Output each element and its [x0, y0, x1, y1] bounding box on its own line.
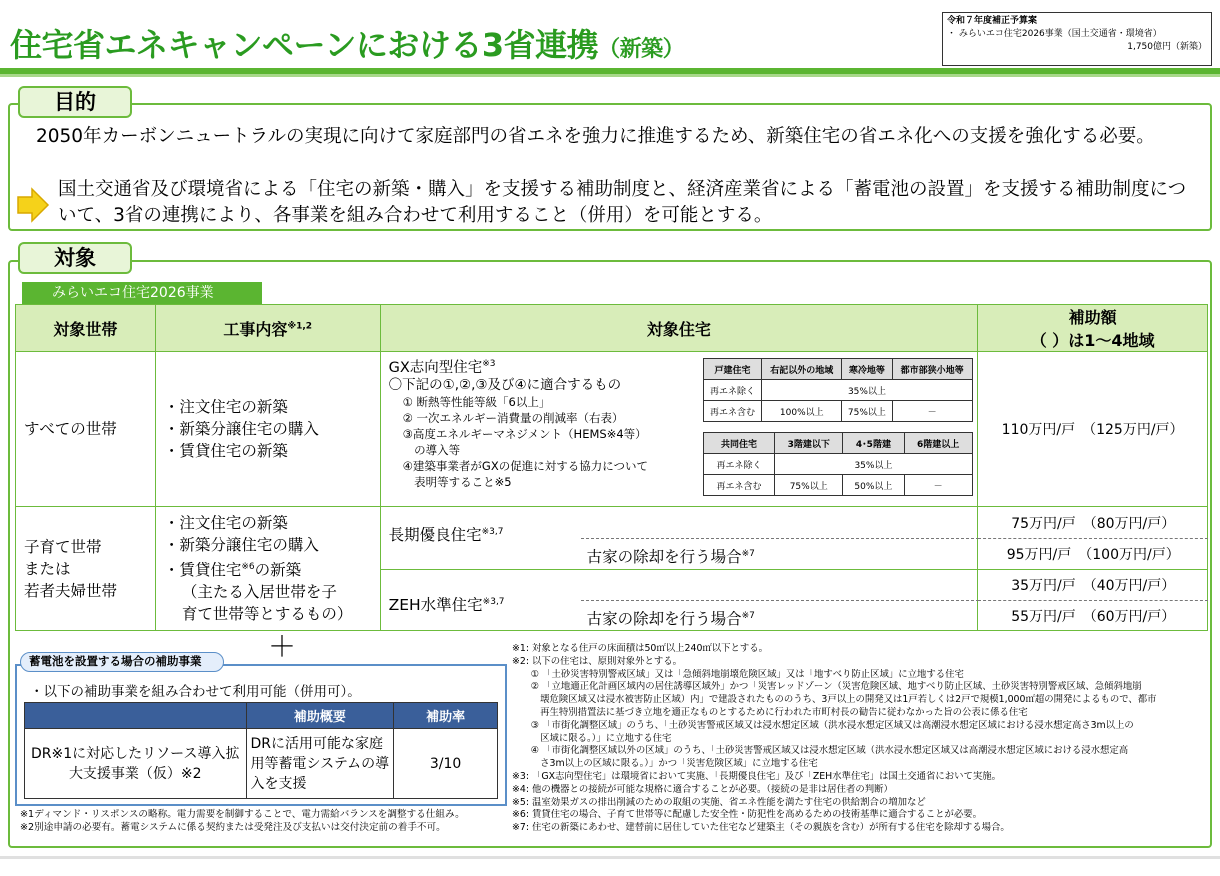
- zeh-housing: ZEH水準住宅$^{※3,7}$: [388, 596, 505, 615]
- purpose-line-1: 2050年カーボンニュートラルの実現に向けて家庭部門の省エネを強力に推進するため、新築住宅の省エネ化への支援を強化する必要。: [36, 126, 1155, 147]
- demolish-label-2: 古家の除却を行う場合$^{※7}$: [586, 610, 755, 629]
- amount-long: 75万円/戸 （80万円/戸）: [1011, 516, 1176, 532]
- gx-condition: 〇下記の①,②,③及び④に適合するもの: [388, 376, 622, 393]
- gx-title: GX志向型住宅$^{※3}$: [388, 359, 496, 376]
- divider-3: [581, 600, 979, 601]
- gx-housing-cell: [380, 352, 978, 507]
- gx-item-4b: 表明等すること※5: [402, 474, 512, 489]
- header-housing: 対象住宅: [380, 305, 978, 352]
- amount-zeh-demolish: 55万円/戸 （60万円/戸）: [1011, 609, 1176, 625]
- header-amount: 補助額 （ ）は1～4地域: [978, 305, 1208, 352]
- amount-long-demolish: 95万円/戸 （100万円/戸）: [1006, 547, 1180, 563]
- battery-rate: 3/10: [394, 729, 498, 799]
- program-label: みらいエコ住宅2026事業: [22, 282, 262, 304]
- target-tag: 対象: [18, 242, 132, 274]
- divider-2: [381, 569, 979, 570]
- long-term-housing: 長期優良住宅$^{※3,7}$: [388, 526, 504, 545]
- footnotes: ※1: 対象となる住戸の床面積は50㎡以上240㎡以下とする。 ※2: 以下の住宅は、原則対象外とする。 ① 「土砂災害特別警戒区域」又は「急傾斜地崩壊危険区域」又は「地すべり防止区域」に立地する住宅 ② 「立地適正化計画区域内の居住誘導区域外」かつ「災害レッドゾーン（災害危険区域、地すべり防止区域、土砂災害特別警戒区域、急傾斜地崩 壊危険区域又は浸水被害防止区域）内」で建設されたもののうち、3戸以上の開発又は1戸若しくは2戸で規模1,000㎡超の開発によるもので、都市 再生特別措置法に基づき立地を適正なものとするために行われた市町村長の勧告に従わなかった旨の公表に係る住宅 ③ 「市街化調整区域」のうち、「土砂災害警戒区域又は浸水想定区域（洪水浸水想定区域又は高潮浸水想定区域における浸水想定高さ3m以上の 区域に限る。）」に立地する住宅 ④ 「市街化調整区域以外の区域」のうち、「土砂災害警戒区域又は浸水想定区域（洪水浸水想定区域又は高潮浸水想定区域における浸水想定高 さ3m以上の区域に限る。）」かつ「災害危険区域」に立地する住宅 ※3: 「GX志向型住宅」は環境省において実施、「長期優良住宅」及び「ZEH水準住宅」は国土交通省において実施。 ※4: 他の機器との接続が可能な規格に適合することが必要。（接続の是非は居住者の判断） ※5: 温室効果ガスの排出削減のための取組の実施、省エネ性能を満たす住宅の供給割合の増加など ※6: 賃貸住宅の場合、子育て世帯等に配慮した安全性・防犯性を高めるための技術基準に適合することが必要。 ※7: 住宅の新築にあわせ、建替前に居住していた住宅など建築主（その親族を含む）が所有する住宅を除却する場合。: [512, 643, 1157, 834]
- budget-line-3: 1,750億円（新築）: [1127, 42, 1207, 52]
- header-divider-light: [0, 74, 1220, 77]
- gx-item-1: ① 断熱等性能等級「6以上」: [402, 394, 551, 409]
- battery-intro: ・以下の補助事業を組み合わせて利用可能（併用可）。: [30, 684, 361, 700]
- battery-notes: ※1ディマンド・リスポンスの略称。電力需要を制御することで、電力需給バランスを調整する仕組み。 ※2別途申請の必要有。蓄電システムに係る契約または受発注及び支払いは交付決定前の着手不可。: [20, 809, 465, 833]
- work-list-1: ・注文住宅の新築 ・新築分譲住宅の購入 ・賃貸住宅の新築: [155, 352, 380, 507]
- gx-item-3b: の導入等: [402, 442, 461, 457]
- budget-box: [942, 12, 1212, 66]
- battery-tag: 蓄電池を設置する場合の補助事業: [20, 652, 224, 672]
- header-household: 対象世帯: [16, 305, 156, 352]
- header-work: 工事内容$^{※1,2}$: [155, 305, 380, 352]
- amount-gx: 110万円/戸 （125万円/戸）: [978, 352, 1208, 507]
- long-zeh-cell: [380, 507, 978, 631]
- purpose-tag: 目的: [18, 86, 132, 118]
- target-table: [15, 304, 1208, 631]
- battery-header-summary: 補助概要: [246, 703, 394, 729]
- amount-cell-2: [978, 507, 1208, 631]
- budget-line-2: ・ みらいエコ住宅2026事業（国土交通省・環境省）: [947, 29, 1162, 39]
- arrow-right-icon: [16, 187, 50, 223]
- plus-icon: ＋: [268, 630, 297, 663]
- budget-line-1: 令和７年度補正予算案: [947, 16, 1038, 26]
- battery-table: [24, 702, 498, 799]
- purpose-line-2: 国土交通省及び環境省による「住宅の新築・購入」を支援する補助制度と、経済産業省による「蓄電池の設置」を支援する補助制度について、3省の連携により、各事業を組み合わせて利用すること（併用）を可能とする。: [58, 179, 1187, 226]
- gx-item-3: ③高度エネルギーマネジメント（HEMS※4等）: [402, 426, 647, 441]
- household-child: 子育て世帯 または 若者夫婦世帯: [16, 507, 156, 631]
- mini-table-apartment: 共同住宅 3階建以下 4･5階建 6階建以上 再エネ除く 35%以上 再エネ含む 75%以上 50%以上 －: [703, 432, 973, 496]
- demolish-label-1: 古家の除却を行う場合$^{※7}$: [586, 548, 755, 567]
- gx-item-4: ④建築事業者がGXの促進に対する協力について: [402, 458, 648, 473]
- battery-summary: DRに活用可能な家庭用等蓄電システムの導入を支援: [246, 729, 394, 799]
- household-all: すべての世帯: [16, 352, 156, 507]
- battery-program: DR※1に対応したリソース導入拡大支援事業（仮）※2: [25, 729, 247, 799]
- battery-header-rate: 補助率: [394, 703, 498, 729]
- page-title: 住宅省エネキャンペーンにおける3省連携（新築）: [10, 26, 685, 64]
- divider-1: [581, 538, 979, 539]
- footer-divider: [0, 856, 1220, 859]
- mini-table-detached: 戸建住宅 右記以外の地域 寒冷地等 都市部狭小地等 再エネ除く 35%以上 再エネ含む 100%以上 75%以上 －: [703, 358, 973, 422]
- amount-zeh: 35万円/戸 （40万円/戸）: [1011, 578, 1176, 594]
- work-list-2: ・注文住宅の新築 ・新築分譲住宅の購入 ・賃貸住宅$^{※6}$の新築 （主たる入居世帯を子 育て世帯等とするもの）: [155, 507, 380, 631]
- gx-item-2: ② 一次エネルギー消費量の削減率（右表）: [402, 410, 624, 425]
